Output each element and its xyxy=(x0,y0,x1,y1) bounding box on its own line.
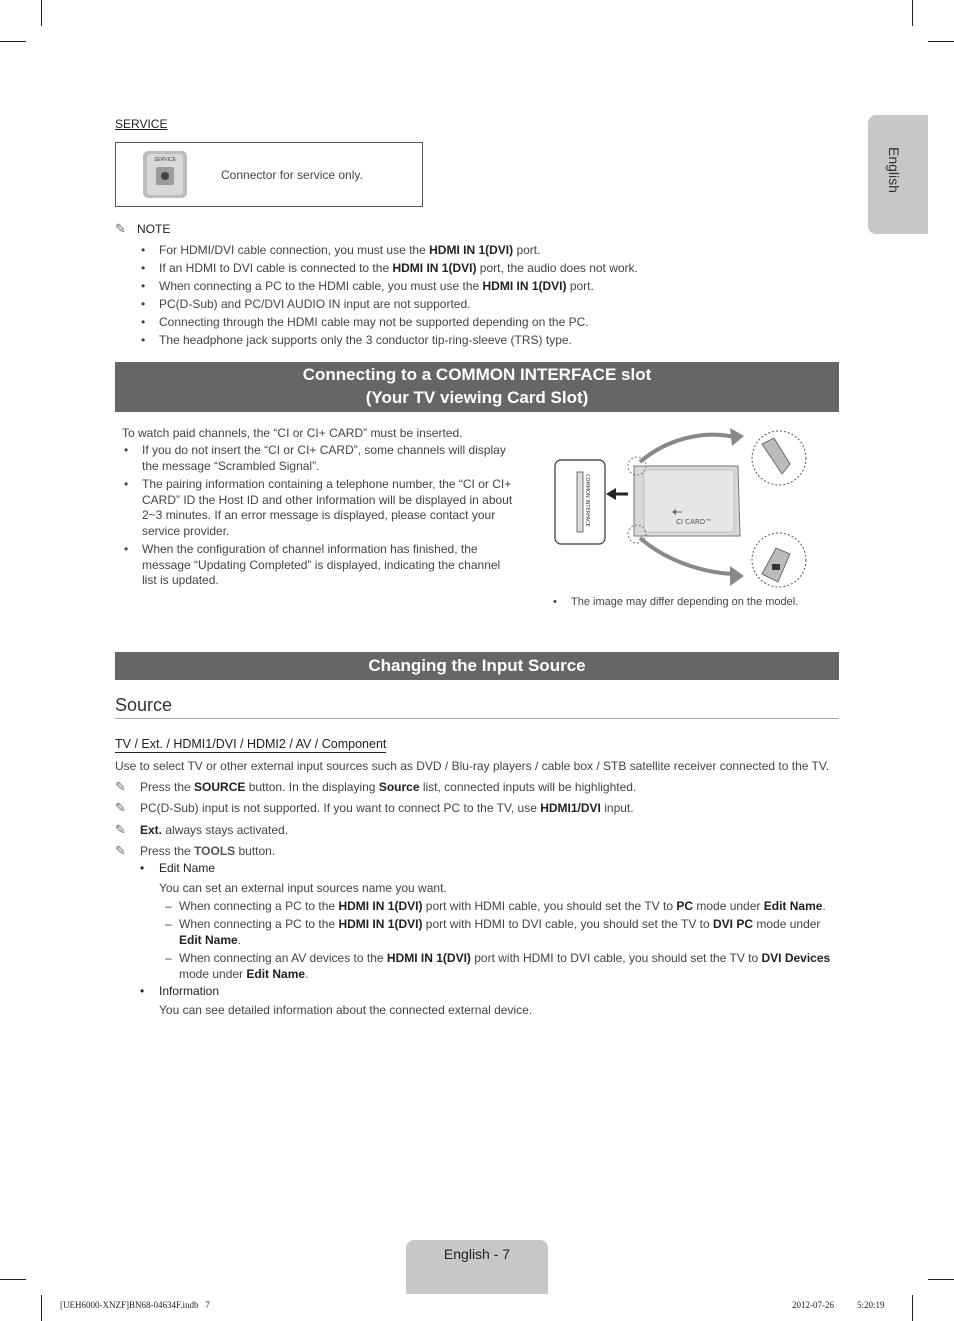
ci-intro: To watch paid channels, the “CI or CI+ CARD” must be inserted. xyxy=(122,426,463,440)
pencil-icon: ✎ xyxy=(115,779,126,794)
crop-mark xyxy=(41,1295,42,1321)
pencil-icon: ✎ xyxy=(115,843,126,858)
list-item: • When connecting a PC to the HDMI cable, you must use the HDMI IN 1(DVI) port. xyxy=(131,277,851,295)
service-description: Connector for service only. xyxy=(221,168,363,182)
note-list xyxy=(131,241,851,349)
ci-section-banner xyxy=(115,362,839,412)
source-note-1: ✎ Press the SOURCE button. In the displaying Source list, connected inputs will be highlighted. xyxy=(115,779,637,794)
arrow-up-icon xyxy=(730,428,744,446)
edit-name-detail: – When connecting a PC to the HDMI IN 1(DVI) port with HDMI cable, you should set the TV to PC mode under Edit Name. xyxy=(165,899,826,913)
list-item: • If an HDMI to DVI cable is connected to the HDMI IN 1(DVI) port, the audio does not work. xyxy=(131,259,851,277)
page-number-tab xyxy=(406,1240,548,1294)
ci-title-line2: (Your TV viewing Card Slot) xyxy=(365,388,589,407)
crop-mark xyxy=(41,0,42,26)
source-subheading: TV / Ext. / HDMI1/DVI / HDMI2 / AV / Component xyxy=(115,737,387,751)
edit-name-detail: – When connecting a PC to the HDMI IN 1(DVI) port with HDMI to DVI cable, you should set the TV to DVI PC mode under Edit Name. xyxy=(165,917,821,947)
language-tab xyxy=(868,115,928,234)
ci-title-line1: Connecting to a COMMON INTERFACE slot xyxy=(302,365,652,384)
pencil-icon: ✎ xyxy=(115,800,126,815)
list-item: • PC(D-Sub) and PC/DVI AUDIO IN input are not supported. xyxy=(131,295,851,313)
ci-card-illustration xyxy=(550,424,812,594)
list-item: • For HDMI/DVI cable connection, you must use the HDMI IN 1(DVI) port. xyxy=(131,241,851,259)
service-heading: SERVICE xyxy=(115,117,168,131)
information-item: • Information xyxy=(140,984,220,998)
image-note: • The image may differ depending on the model. xyxy=(553,596,799,608)
insert-arrow-head-icon xyxy=(606,488,616,500)
source-note-4: ✎ Press the TOOLS button. xyxy=(115,843,276,858)
arrow-down-icon xyxy=(730,566,744,586)
pencil-icon: ✎ xyxy=(115,822,126,837)
service-port-label: SERVICE xyxy=(154,157,176,163)
source-intro: Use to select TV or other external input sources such as DVD / Blu-ray players / cable box / STB satellite receiver connected to the TV. xyxy=(115,759,830,773)
crop-mark xyxy=(912,1295,913,1321)
edit-name-title: Edit Name xyxy=(159,861,216,875)
divider xyxy=(115,718,839,719)
page-number: English - 7 xyxy=(443,1246,511,1262)
list-item: • If you do not insert the “CI or CI+ CARD”, some channels will display the message “Scrambled Signal”. xyxy=(114,443,514,474)
list-item: • When the configuration of channel information has finished, the message “Updating Completed” is displayed, indicating the channel list is updated. xyxy=(114,542,514,589)
ci-slot-label: COMMON INTERFACE xyxy=(584,474,590,527)
service-table xyxy=(115,142,423,207)
list-item: • Connecting through the HDMI cable may not be supported depending on the PC. xyxy=(131,313,851,331)
file-info: [UEH6000-XNZF]BN68-04634F.indb 7 xyxy=(60,1300,210,1310)
edit-name-detail: – When connecting an AV devices to the HDMI IN 1(DVI) port with HDMI to DVI cable, you should set the TV to DVI Devices mode under Edit Name. xyxy=(165,951,831,981)
source-heading: Source xyxy=(115,695,173,715)
information-title: Information xyxy=(159,984,220,998)
list-item: • The headphone jack supports only the 3 conductor tip-ring-sleeve (TRS) type. xyxy=(131,331,851,349)
crop-mark xyxy=(912,0,913,26)
information-desc: You can see detailed information about the connected external device. xyxy=(159,1003,533,1017)
ci-card-label: CI CARD™ xyxy=(676,518,713,526)
input-section-banner: Changing the Input Source xyxy=(115,652,839,680)
service-port-icon xyxy=(143,151,187,198)
language-tab-label: English xyxy=(886,147,902,193)
edit-name-desc: You can set an external input sources name you want. xyxy=(159,881,447,895)
note-heading xyxy=(115,221,170,237)
source-note-2: ✎ PC(D-Sub) input is not supported. If you want to connect PC to the TV, use HDMI1/DVI input. xyxy=(115,800,634,815)
ci-slot xyxy=(577,472,583,532)
pencil-icon: ✎ xyxy=(115,221,126,236)
crop-mark xyxy=(0,1279,26,1280)
crop-mark xyxy=(928,1279,954,1280)
note-label: NOTE xyxy=(137,222,171,236)
ci-bullets xyxy=(114,443,514,589)
crop-mark xyxy=(0,41,26,42)
source-note-3: ✎ Ext. always stays activated. xyxy=(115,822,289,837)
edit-name-item: • Edit Name xyxy=(140,861,216,875)
timestamp: 2012-07-26 ￿￿ 5:20:19 xyxy=(792,1300,885,1310)
crop-mark xyxy=(928,41,954,42)
list-item: • The pairing information containing a telephone number, the “CI or CI+ CARD” ID the Host ID and other information will be displayed in about 2~3 minutes. If an error message is displayed, please contact your service provider. xyxy=(114,477,514,539)
